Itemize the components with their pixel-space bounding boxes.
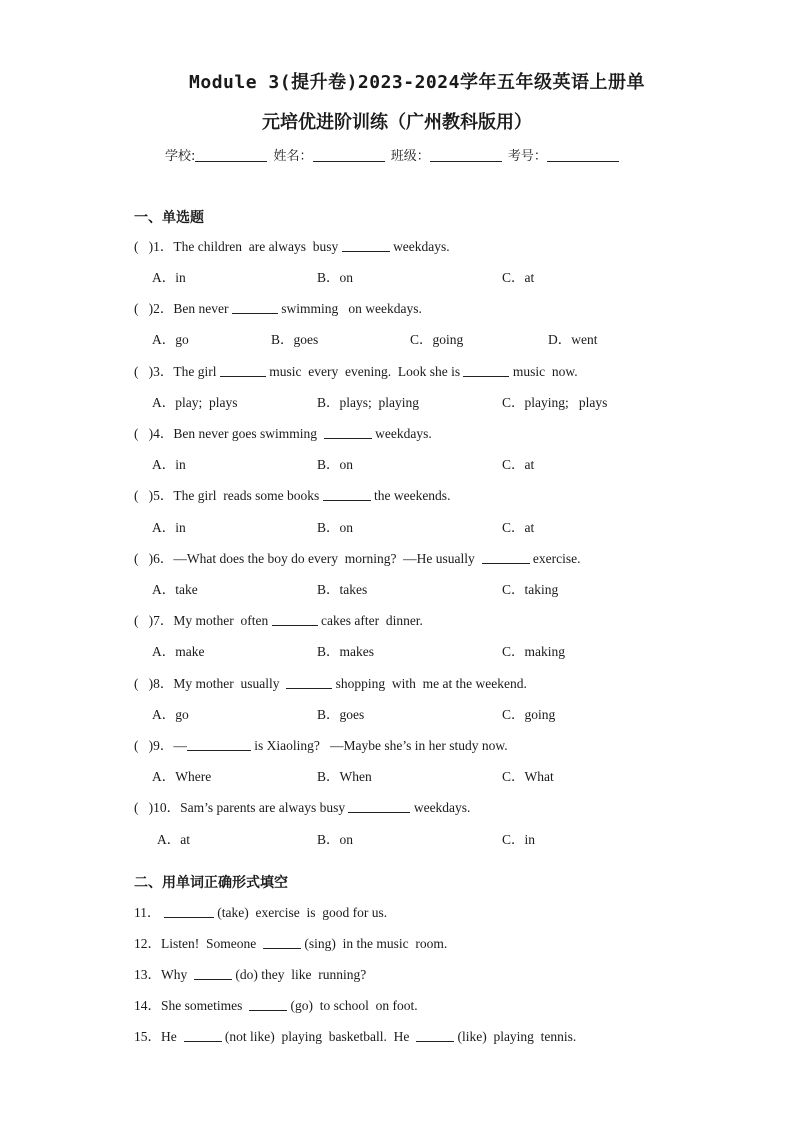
answer-blank[interactable] (272, 613, 318, 626)
question-1-options (152, 266, 712, 284)
answer-blank[interactable] (263, 936, 301, 949)
answer-blank[interactable] (164, 905, 214, 918)
school-label: 学校: (165, 149, 196, 164)
question-2-options (152, 328, 712, 346)
option-c[interactable]: C．at (502, 270, 535, 285)
section-2-heading: 二、用单词正确形式填空 (134, 875, 288, 891)
question-5: ( )5．The girl reads some books the weekends. (134, 488, 451, 503)
option-b[interactable]: B．goes (317, 707, 365, 722)
answer-blank[interactable] (342, 239, 390, 252)
question-4-options (152, 453, 712, 471)
title-line-2: 元培优进阶训练（广州教科版用） (262, 112, 532, 133)
question-9-options (152, 765, 712, 783)
answer-blank[interactable] (232, 301, 278, 314)
option-b[interactable]: B．on (317, 270, 354, 285)
question-3-options (152, 391, 712, 409)
option-d[interactable]: D．went (548, 332, 598, 347)
option-a[interactable]: A．at (157, 832, 190, 847)
option-a[interactable]: A．take (152, 582, 198, 597)
option-a[interactable]: A．play; plays (152, 395, 238, 410)
option-b[interactable]: B．on (317, 457, 354, 472)
question-4: ( )4．Ben never goes swimming weekdays. (134, 426, 432, 441)
answer-blank[interactable] (416, 1029, 454, 1042)
answer-blank[interactable] (324, 426, 372, 439)
answer-blank[interactable] (187, 738, 251, 751)
option-a[interactable]: A．go (152, 707, 189, 722)
answer-blank[interactable] (194, 967, 232, 980)
question-10-options (152, 828, 712, 846)
question-10: ( )10．Sam’s parents are always busy weekdays. (134, 800, 471, 815)
question-5-options (152, 516, 712, 534)
option-b[interactable]: B．makes (317, 644, 374, 659)
answer-blank[interactable] (482, 551, 530, 564)
answer-blank[interactable] (463, 364, 509, 377)
option-a[interactable]: A．go (152, 332, 189, 347)
fill-item-12: 12．Listen! Someone (sing) in the music room. (134, 936, 448, 951)
question-7: ( )7．My mother often cakes after dinner. (134, 613, 423, 628)
title-line-1: Module 3(提升卷)2023-2024学年五年级英语上册单 (189, 72, 645, 93)
question-9: ( )9．— is Xiaoling? —Maybe she’s in her study now. (134, 738, 508, 753)
option-c[interactable]: C．in (502, 832, 536, 847)
fill-item-11: 11． (take) exercise is good for us. (134, 905, 388, 920)
option-a[interactable]: A．in (152, 520, 186, 535)
question-7-options (152, 640, 712, 658)
name-field[interactable] (313, 148, 385, 162)
question-6: ( )6．—What does the boy do every morning? —He usually exercise. (134, 551, 581, 566)
student-info-row (165, 145, 621, 164)
fill-item-14: 14．She sometimes (go) to school on foot. (134, 998, 418, 1013)
name-label: 姓名： (273, 149, 313, 164)
answer-blank[interactable] (286, 676, 332, 689)
class-field[interactable] (430, 148, 502, 162)
answer-blank[interactable] (323, 488, 371, 501)
question-8-options (152, 703, 712, 721)
answer-blank[interactable] (220, 364, 266, 377)
option-c[interactable]: C．making (502, 644, 565, 659)
question-6-options (152, 578, 712, 596)
option-c[interactable]: C．at (502, 457, 535, 472)
option-b[interactable]: B．goes (271, 332, 319, 347)
question-8: ( )8．My mother usually shopping with me at the weekend. (134, 676, 527, 691)
fill-item-13: 13．Why (do) they like running? (134, 967, 367, 982)
school-field[interactable] (195, 148, 267, 162)
option-a[interactable]: A．make (152, 644, 205, 659)
fill-item-15: 15．He (not like) playing basketball. He (like) playing tennis. (134, 1029, 577, 1044)
option-c[interactable]: C．What (502, 769, 554, 784)
class-label: 班级： (390, 149, 430, 164)
option-c[interactable]: C．going (502, 707, 556, 722)
question-3: ( )3．The girl music every evening. Look she is music now. (134, 364, 578, 379)
option-c[interactable]: C．at (502, 520, 535, 535)
option-a[interactable]: A．Where (152, 769, 212, 784)
answer-blank[interactable] (249, 998, 287, 1011)
answer-blank[interactable] (348, 800, 410, 813)
option-c[interactable]: C．playing; plays (502, 395, 608, 410)
question-2: ( )2．Ben never swimming on weekdays. (134, 301, 422, 316)
option-c[interactable]: C．going (410, 332, 464, 347)
option-c[interactable]: C．taking (502, 582, 559, 597)
exam-number-label: 考号： (507, 149, 547, 164)
exam-number-field[interactable] (547, 148, 619, 162)
option-a[interactable]: A．in (152, 457, 186, 472)
option-b[interactable]: B．on (317, 832, 354, 847)
answer-blank[interactable] (184, 1029, 222, 1042)
section-1-heading: 一、单选题 (134, 210, 204, 226)
option-b[interactable]: B．When (317, 769, 372, 784)
option-b[interactable]: B．plays; playing (317, 395, 419, 410)
option-a[interactable]: A．in (152, 270, 186, 285)
option-b[interactable]: B．on (317, 520, 354, 535)
question-1: ( )1．The children are always busy weekdays. (134, 239, 450, 254)
option-b[interactable]: B．takes (317, 582, 368, 597)
